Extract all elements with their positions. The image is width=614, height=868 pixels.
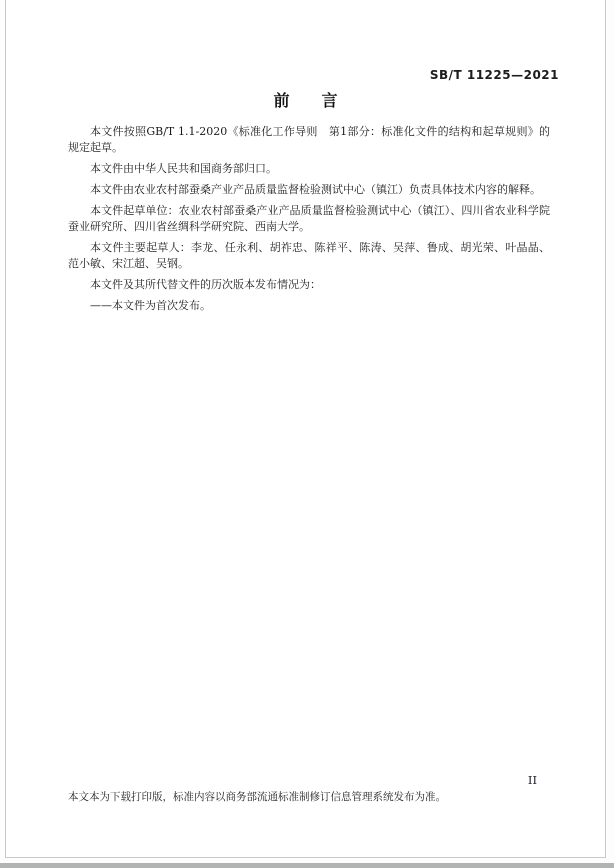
paragraph: 本文件由中华人民共和国商务部归口。 [90, 162, 277, 175]
paragraph: 本文件由农业农村部蚕桑产业产品质量监督检验测试中心（镇江）负责具体技术内容的解释。 [90, 183, 541, 196]
page-number: II [527, 773, 537, 787]
foreword-body [68, 124, 550, 319]
scan-edge-shadow [0, 863, 614, 868]
page-title: 前 言 [273, 91, 338, 110]
standard-number-header: SB/T 11225—2021 [429, 68, 559, 82]
paragraph: ——本文件为首次发布。 [90, 299, 211, 312]
paragraph: 本文件主要起草人：李龙、任永利、胡祚忠、陈祥平、陈涛、吴萍、鲁成、胡光荣、叶晶晶、范小敏、宋江超、吴钢。 [68, 241, 550, 270]
footer-note: 本文本为下载打印版，标准内容以商务部流通标准制修订信息管理系统发布为准。 [68, 791, 446, 803]
paragraph: 本文件及其所代替文件的历次版本发布情况为： [90, 278, 321, 291]
paragraph: 本文件按照GB/T 1.1-2020《标准化工作导则 第1部分：标准化文件的结构和起草规则》的规定起草。 [68, 125, 550, 154]
paragraph: 本文件起草单位：农业农村部蚕桑产业产品质量监督检验测试中心（镇江）、四川省农业科学院蚕业研究所、四川省丝绸科学研究院、西南大学。 [68, 204, 550, 233]
document-page [5, 0, 606, 858]
